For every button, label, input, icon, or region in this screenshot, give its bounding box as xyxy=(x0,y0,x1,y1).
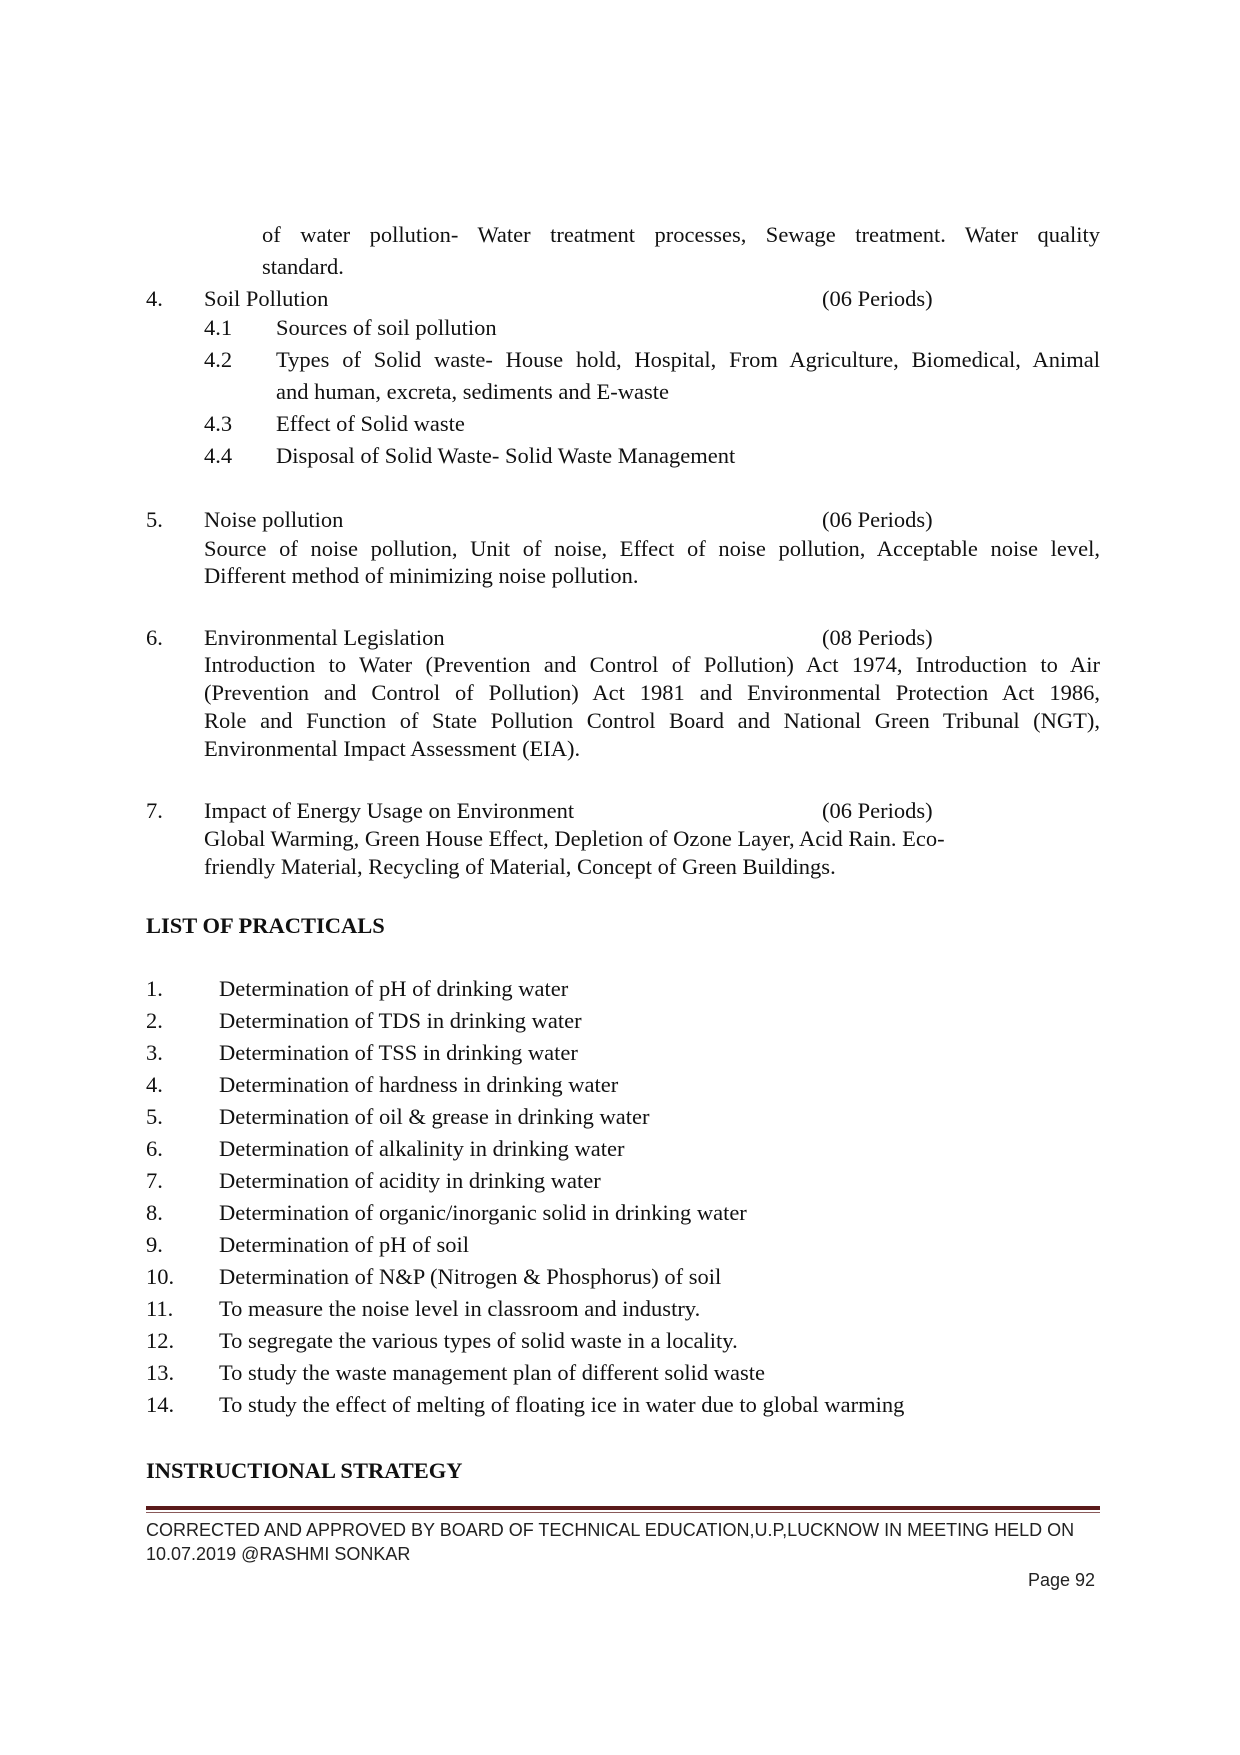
subitem-text: Effect of Solid waste xyxy=(276,411,465,436)
subitem-text: Types of Solid waste- House hold, Hospital, From Agriculture, Biomedical, Animal xyxy=(276,347,1100,372)
unit-body-line: Role and Function of State Pollution Control Board and National Green Tribunal (NGT), xyxy=(204,708,1100,733)
page-number: Page 92 xyxy=(1028,1570,1096,1590)
unit-body-line: friendly Material, Recycling of Material, Concept of Green Buildings. xyxy=(204,854,836,879)
footer-rule xyxy=(146,1506,1100,1510)
unit-title: Impact of Energy Usage on Environment xyxy=(204,798,575,823)
unit-title: Noise pollution xyxy=(204,507,344,532)
practical-number: 9. xyxy=(146,1232,163,1257)
practical-number: 5. xyxy=(146,1104,163,1129)
section-heading: LIST OF PRACTICALS xyxy=(146,913,385,938)
practical-text: Determination of pH of soil xyxy=(219,1232,469,1257)
practical-number: 8. xyxy=(146,1200,163,1225)
unit-body-line: Introduction to Water (Prevention and Control of Pollution) Act 1974, Introduction to Air xyxy=(204,652,1100,677)
unit-number: 5. xyxy=(146,507,163,532)
continuation-line: standard. xyxy=(262,254,344,279)
practical-text: Determination of organic/inorganic solid in drinking water xyxy=(219,1200,747,1225)
practical-number: 14. xyxy=(146,1392,175,1417)
practical-number: 2. xyxy=(146,1008,163,1033)
subitem-number: 4.3 xyxy=(204,411,233,436)
unit-periods: (08 Periods) xyxy=(822,625,933,650)
subitem-number: 4.1 xyxy=(204,315,233,340)
unit-number: 6. xyxy=(146,625,163,650)
practical-text: Determination of TSS in drinking water xyxy=(219,1040,578,1065)
practical-text: To study the effect of melting of floating ice in water due to global warming xyxy=(219,1392,905,1417)
unit-body-line: Environmental Impact Assessment (EIA). xyxy=(204,736,581,761)
subitem-number: 4.2 xyxy=(204,347,233,372)
practical-number: 12. xyxy=(146,1328,175,1353)
practical-number: 3. xyxy=(146,1040,163,1065)
practical-text: Determination of pH of drinking water xyxy=(219,976,569,1001)
practical-text: Determination of alkalinity in drinking water xyxy=(219,1136,625,1161)
practical-text: Determination of acidity in drinking water xyxy=(219,1168,601,1193)
unit-number: 4. xyxy=(146,286,163,311)
practical-number: 13. xyxy=(146,1360,175,1385)
continuation-line: of water pollution- Water treatment processes, Sewage treatment. Water quality xyxy=(262,222,1100,247)
practical-number: 6. xyxy=(146,1136,163,1161)
subitem-text: Sources of soil pollution xyxy=(276,315,497,340)
section-heading: INSTRUCTIONAL STRATEGY xyxy=(146,1458,463,1483)
footer-text: CORRECTED AND APPROVED BY BOARD OF TECHNICAL EDUCATION,U.P,LUCKNOW IN MEETING HELD ON xyxy=(146,1520,1075,1540)
practical-text: To segregate the various types of solid waste in a locality. xyxy=(219,1328,738,1353)
practical-number: 7. xyxy=(146,1168,163,1193)
practical-number: 10. xyxy=(146,1264,175,1289)
footer-text: 10.07.2019 @RASHMI SONKAR xyxy=(146,1544,411,1564)
practical-number: 11. xyxy=(146,1296,174,1321)
footer-rule xyxy=(146,1512,1100,1513)
practical-text: Determination of hardness in drinking water xyxy=(219,1072,619,1097)
practical-number: 1. xyxy=(146,976,163,1001)
unit-body-line: Source of noise pollution, Unit of noise, Effect of noise pollution, Acceptable noise level, xyxy=(204,536,1100,561)
practical-text: Determination of oil & grease in drinking water xyxy=(219,1104,650,1129)
unit-number: 7. xyxy=(146,798,163,823)
subitem-text: Disposal of Solid Waste- Solid Waste Management xyxy=(276,443,736,468)
unit-title: Soil Pollution xyxy=(204,286,329,311)
unit-body-line: Different method of minimizing noise pollution. xyxy=(204,563,639,588)
practical-text: To measure the noise level in classroom and industry. xyxy=(219,1296,701,1321)
unit-body-line: (Prevention and Control of Pollution) Act 1981 and Environmental Protection Act 1986, xyxy=(204,680,1100,705)
unit-periods: (06 Periods) xyxy=(822,507,933,532)
practical-text: To study the waste management plan of different solid waste xyxy=(219,1360,765,1385)
practical-text: Determination of TDS in drinking water xyxy=(219,1008,582,1033)
unit-title: Environmental Legislation xyxy=(204,625,445,650)
subitem-number: 4.4 xyxy=(204,443,233,468)
practical-text: Determination of N&P (Nitrogen & Phosphorus) of soil xyxy=(219,1264,722,1289)
unit-body-line: Global Warming, Green House Effect, Depletion of Ozone Layer, Acid Rain. Eco- xyxy=(204,826,945,851)
practical-number: 4. xyxy=(146,1072,163,1097)
subitem-text: and human, excreta, sediments and E-waste xyxy=(276,379,669,404)
unit-periods: (06 Periods) xyxy=(822,286,933,311)
unit-periods: (06 Periods) xyxy=(822,798,933,823)
